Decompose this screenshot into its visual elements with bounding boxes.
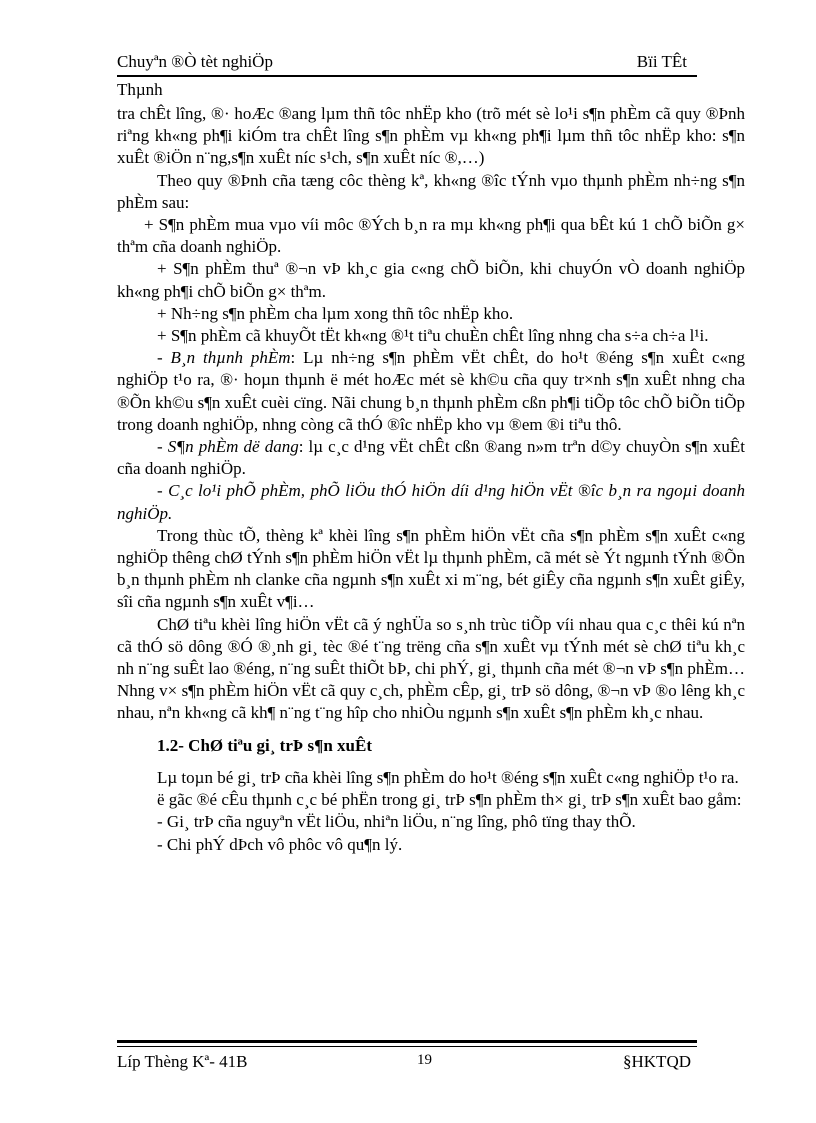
paragraph-1: tra chÊt lîng, ®· hoÆc ®ang lµm thñ tôc nhËp kho (trõ mét sè lo¹i s¶n phÈm cã quy ®Þnh riªng kh«ng ph¶i kiÓm tra chÊt lîng s¶n phÈm vµ kh«ng ph¶i lµm thñ tôc nhËp kho: s¶n xuÊt ®iÖn n¨ng,s¶n xuÊt níc s¹ch, s¶n xuÊt níc ®,…) — [117, 104, 745, 168]
paragraph-3: + S¶n phÈm mua vµo víi môc ®Ých b¸n ra mµ kh«ng ph¶i qua bÊt kú 1 chÕ biÕn g× thªm cña doanh nghiÖp. — [117, 215, 745, 257]
paragraph-7-text: : Lµ nh÷ng s¶n phÈm vËt chÊt, do ho¹t ®éng s¶n xuÊt c«ng nghiÖp t¹o ra, ®· hoµn thµnh ë mét hoÆc mét sè kh©u cña quy tr×nh s¶n xuÊt nhng cha ®Õn kh©u s¶n xuÊt cuèi cïng. Nãi chung b¸n thµnh phÈm cßn ph¶i tiÕp tôc chÕ biÕn tiÕp trong doanh nghiÖp, nhng còng cã thÓ ®îc nhËp kho vµ ®em ®i tiªu thô. — [117, 348, 746, 434]
term-work-in-progress: - S¶n phÈm dë dang — [157, 437, 299, 457]
paragraph-6: + S¶n phÈm cã khuyÕt tËt kh«ng ®¹t tiªu chuÈn chÊt lîng nhng cha s÷a ch÷a l¹i. — [157, 326, 709, 346]
paragraph-5: + Nh÷ng s¶n phÈm cha lµm xong thñ tôc nhËp kho. — [157, 303, 514, 323]
paragraph-13: ë gãc ®é cÊu thµnh c¸c bé phËn trong gi¸ trÞ s¶n phÈm th× gi¸ trÞ s¶n xuÊt bao gåm: — [157, 790, 742, 810]
header-author-continuation: Thµnh — [117, 80, 163, 99]
paragraph-9: - C¸c lo¹i phÕ phÈm, phÕ liÖu thÓ hiÖn díi d¹ng hiÖn vËt ®îc b¸n ra ngoµi doanh nghiÖp. — [117, 481, 745, 523]
term-semi-finished: - B¸n thµnh phÈm — [157, 348, 291, 368]
page-header — [117, 52, 697, 76]
footer-rule-thick — [117, 1040, 697, 1043]
footer-class: Líp Thèng Kª- 41B — [117, 1052, 248, 1071]
page-body — [117, 103, 745, 856]
paragraph-14: - Gi¸ trÞ cña nguyªn vËt liÖu, nhiªn liÖu, n¨ng lîng, phô tïng thay thÕ. — [157, 812, 636, 832]
header-rule — [117, 75, 697, 77]
footer-rule-thin — [117, 1046, 697, 1047]
spacer — [117, 757, 745, 767]
paragraph-11: ChØ tiªu khèi lîng hiÖn vËt cã ý nghÜa so s¸nh trùc tiÕp víi nhau qua c¸c thêi kú nªn cã thÓ sö dông ®Ó ®¸nh gi¸ tèc ®é t¨ng trëng cña s¶n xuÊt vµ tÝnh mét sè chØ tiªu kh¸c nh n¨ng suÊt lao ®éng, n¨ng suÊt thiÕt bÞ, chi phÝ, gi¸ thµnh cña mét ®¬n vÞ s¶n phÈm… Nhng v× s¶n phÈm hiÖn vËt cã quy c¸ch, phÈm cÊp, gi¸ trÞ sö dông, ®¬n vÞ ®o lêng kh¸c nhau, nªn kh«ng cã kh¶ n¨ng t¨ng hîp cho nhiÒu ngµnh s¶n xuÊt s¶n phÈm kh¸c nhau. — [117, 614, 745, 723]
section-heading: 1.2- ChØ tiªu gi¸ trÞ s¶n xuÊt — [157, 735, 372, 755]
paragraph-2: Theo quy ®Þnh cña tæng côc thèng kª, kh«ng ®îc tÝnh vµo thµnh phÈm nh÷ng s¶n phÈm sau: — [117, 170, 745, 212]
page-number: 19 — [417, 1052, 432, 1068]
paragraph-4: + S¶n phÈm thuª ®¬n vÞ kh¸c gia c«ng chÕ biÕn, khi chuyÓn vÒ doanh nghiÖp kh«ng ph¶i chÕ biÕn g× thªm. — [117, 259, 745, 301]
header-title: Chuyªn ®Ò tèt nghiÖp — [117, 52, 273, 71]
header-author: Bïi TÊt — [636, 52, 687, 71]
paragraph-8-text: : lµ c¸c d¹ng vËt chÊt cßn ®ang n»m trªn d©y chuyÒn s¶n xuÊt cña doanh nghiÖp. — [117, 437, 745, 479]
paragraph-7 — [117, 347, 745, 436]
page-footer — [117, 1052, 697, 1076]
paragraph-10: Trong thùc tÕ, thèng kª khèi lîng s¶n phÈm hiÖn vËt cña s¶n phÈm s¶n xuÊt c«ng nghiÖp thêng chØ tÝnh s¶n phÈm hiÖn vËt lµ thµnh phÈm, cã mét sè Ýt ngµnh tÝnh ®Õn b¸n thµnh phÈm nh clanke cña ngµnh s¶n xuÊt xi m¨ng, bét giÊy cña ngµnh s¶n xuÊt giÊy, sîi cña ngµnh s¶n xuÊt v¶i… — [117, 525, 745, 612]
paragraph-12: Lµ toµn bé gi¸ trÞ cña khèi lîng s¶n phÈm do ho¹t ®éng s¶n xuÊt c«ng nghiÖp t¹o ra. — [157, 767, 739, 787]
footer-university: §HKTQD — [623, 1052, 691, 1071]
paragraph-15: - Chi phÝ dÞch vô phôc vô qu¶n lý. — [157, 834, 403, 854]
paragraph-8 — [117, 436, 745, 480]
spacer — [117, 725, 745, 735]
